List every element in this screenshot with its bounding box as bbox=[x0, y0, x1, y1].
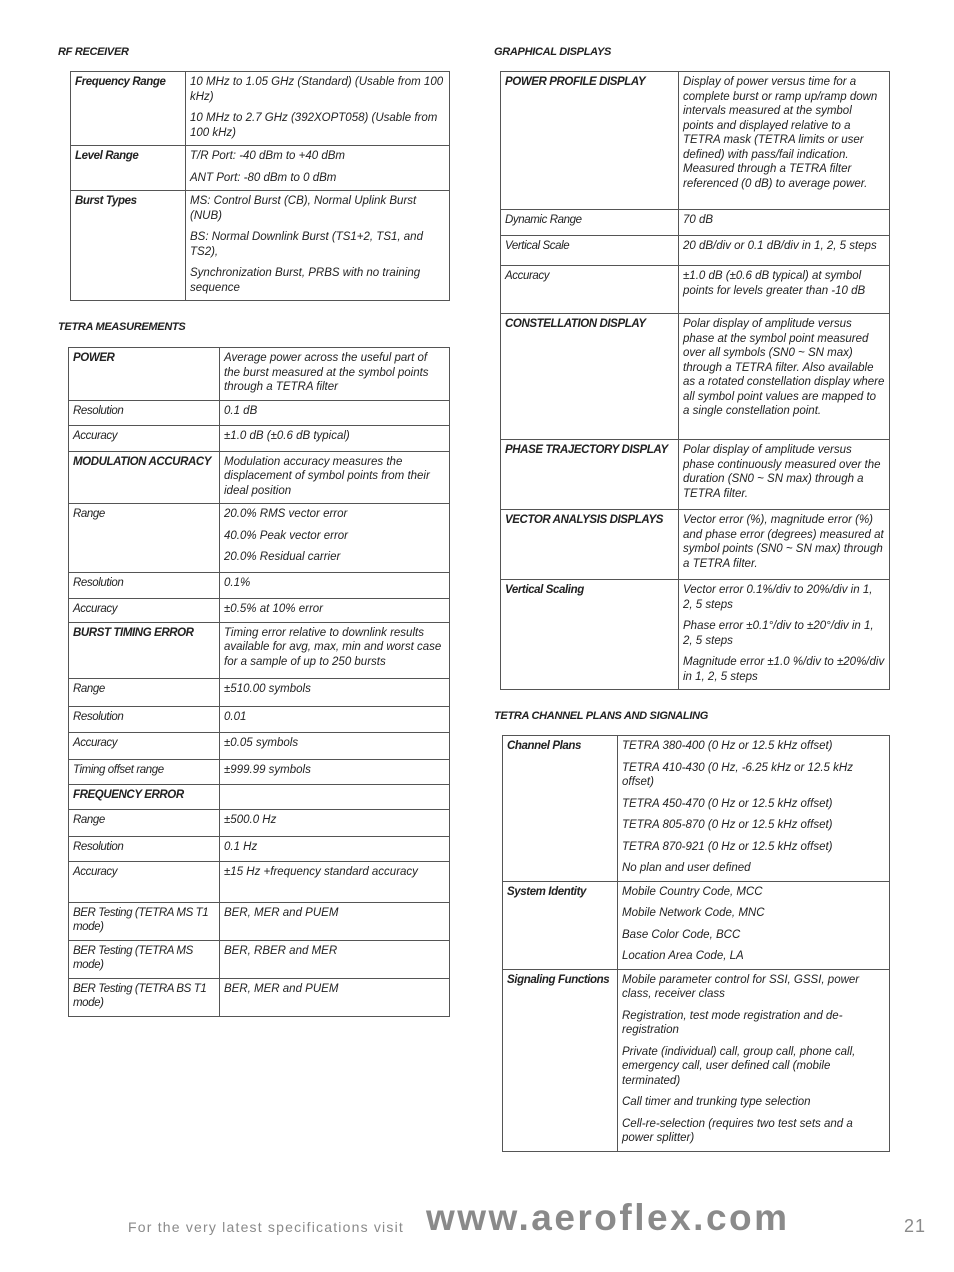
value-line: TETRA 450-470 (0 Hz or 12.5 kHz offset) bbox=[622, 797, 833, 810]
row-value: ±510.00 symbols bbox=[220, 678, 450, 706]
table-row bbox=[501, 72, 890, 210]
channel-plans-title: TETRA CHANNEL PLANS AND SIGNALING bbox=[494, 710, 708, 722]
row-value: Average power across the useful part of the burst measured at the symbol points through a TETRA filter bbox=[220, 348, 450, 401]
value-line: Magnitude error ±1.0 %/div to ±20%/div in 1, 2, 5 steps bbox=[683, 656, 885, 683]
footer-url-link[interactable]: www.aeroflex.com bbox=[426, 1197, 790, 1238]
tetra-measurements-title: TETRA MEASUREMENTS bbox=[58, 321, 186, 333]
value-line: Synchronization Burst, PRBS with no training sequence bbox=[190, 267, 421, 294]
row-label: PHASE TRAJECTORY DISPLAY bbox=[501, 440, 679, 510]
row-value: Timing error relative to downlink results available for avg, max, min and worst case for a sample of up to 250 bursts bbox=[220, 622, 450, 678]
row-value: ±0.5% at 10% error bbox=[220, 599, 450, 623]
row-value: 0.1 Hz bbox=[220, 836, 450, 861]
row-label: Accuracy bbox=[501, 266, 679, 314]
row-label: BER Testing (TETRA MS mode) bbox=[69, 940, 220, 978]
table-row bbox=[69, 978, 450, 1016]
value-line: 10 MHz to 2.7 GHz (392XOPT058) (Usable from 100 kHz) bbox=[190, 112, 438, 139]
row-label: Accuracy bbox=[69, 599, 220, 623]
row-label: CONSTELLATION DISPLAY bbox=[501, 314, 679, 440]
table-row bbox=[69, 902, 450, 940]
table-row bbox=[69, 759, 450, 784]
value-line: Base Color Code, BCC bbox=[622, 928, 741, 941]
rf-receiver-title: RF RECEIVER bbox=[58, 46, 129, 58]
value-line: Phase error ±0.1°/div to ±20°/div in 1, 2, 5 steps bbox=[683, 620, 874, 647]
graphical-displays-title: GRAPHICAL DISPLAYS bbox=[494, 46, 612, 58]
table-row bbox=[501, 580, 890, 690]
value-line: TETRA 870-921 (0 Hz or 12.5 kHz offset) bbox=[622, 840, 833, 853]
row-value: 0.1 dB bbox=[220, 400, 450, 425]
footer-text: For the very latest specifications visit bbox=[128, 1219, 404, 1235]
table-row bbox=[69, 348, 450, 401]
table-row bbox=[503, 969, 890, 1151]
row-label: Accuracy bbox=[69, 861, 220, 902]
tetra-measurements-table bbox=[68, 347, 450, 1017]
row-value: 0.01 bbox=[220, 706, 450, 732]
row-label: Resolution bbox=[69, 400, 220, 425]
channel-plans-table bbox=[502, 735, 890, 1152]
page-number: 21 bbox=[904, 1216, 927, 1236]
row-value: BER, MER and PUEM bbox=[220, 902, 450, 940]
row-label: Vertical Scaling bbox=[501, 580, 679, 690]
row-label: Range bbox=[69, 809, 220, 836]
table-row bbox=[501, 210, 890, 236]
value-line: Private (individual) call, group call, phone call, emergency call, user defined call (mobile terminated) bbox=[622, 1045, 856, 1087]
table-row bbox=[69, 732, 450, 759]
row-value bbox=[186, 146, 450, 191]
row-value: BER, MER and PUEM bbox=[220, 978, 450, 1016]
table-row bbox=[69, 400, 450, 425]
row-label: Vertical Scale bbox=[501, 236, 679, 266]
row-label: Accuracy bbox=[69, 425, 220, 451]
table-row bbox=[69, 451, 450, 504]
value-line: TETRA 805-870 (0 Hz or 12.5 kHz offset) bbox=[622, 819, 833, 831]
right-column bbox=[494, 44, 892, 1152]
value-line: Mobile Country Code, MCC bbox=[622, 885, 763, 898]
row-value bbox=[186, 191, 450, 301]
row-label: Signaling Functions bbox=[503, 969, 618, 1151]
value-line: MS: Control Burst (CB), Normal Uplink Burst (NUB) bbox=[190, 195, 417, 222]
row-label: Resolution bbox=[69, 836, 220, 861]
row-label: POWER bbox=[69, 348, 220, 401]
value-line: 40.0% Peak vector error bbox=[224, 529, 349, 542]
table-row bbox=[69, 940, 450, 978]
row-label: Range bbox=[69, 504, 220, 573]
row-value: ±15 Hz +frequency standard accuracy bbox=[220, 861, 450, 902]
table-row bbox=[501, 510, 890, 580]
row-value: Polar display of amplitude versus phase continuously measured over the duration (SN0 ~ SN max) through a TETRA filter. bbox=[679, 440, 890, 510]
value-line: 10 MHz to 1.05 GHz (Standard) (Usable from 100 kHz) bbox=[190, 76, 444, 103]
row-label: Timing offset range bbox=[69, 759, 220, 784]
row-value: ±0.05 symbols bbox=[220, 732, 450, 759]
table-row bbox=[69, 784, 450, 809]
row-label: Frequency Range bbox=[71, 72, 186, 146]
value-line: No plan and user defined bbox=[622, 862, 751, 874]
table-row bbox=[69, 861, 450, 902]
row-label: System Identity bbox=[503, 881, 618, 969]
row-label: POWER PROFILE DISPLAY bbox=[501, 72, 679, 210]
table-row bbox=[501, 266, 890, 314]
table-row bbox=[71, 191, 450, 301]
table-row bbox=[501, 314, 890, 440]
value-line: Mobile parameter control for SSI, GSSI, power class, receiver class bbox=[622, 973, 860, 1000]
value-line: Call timer and trunking type selection bbox=[622, 1096, 811, 1108]
row-label: Channel Plans bbox=[503, 736, 618, 882]
value-line: TETRA 410-430 (0 Hz, -6.25 kHz or 12.5 kHz offset) bbox=[622, 761, 853, 788]
row-value bbox=[618, 969, 890, 1151]
table-row bbox=[69, 706, 450, 732]
row-value: Display of power versus time for a complete burst or ramp up/ramp down intervals measured at the symbol points and displayed relative to a TETRA mask (TETRA limits or user defined) with pass/fail indication. Measured through a TETRA filter referenced (0 dB) to average power. bbox=[679, 72, 890, 210]
row-value bbox=[186, 72, 450, 146]
row-label: FREQUENCY ERROR bbox=[69, 784, 220, 809]
row-value bbox=[618, 881, 890, 969]
value-line: TETRA 380-400 (0 Hz or 12.5 kHz offset) bbox=[622, 740, 833, 752]
rf-receiver-table bbox=[70, 71, 450, 301]
row-label: Level Range bbox=[71, 146, 186, 191]
value-line: 20.0% RMS vector error bbox=[224, 508, 348, 520]
row-label: Range bbox=[69, 678, 220, 706]
row-value: 0.1% bbox=[220, 573, 450, 599]
row-value: Polar display of amplitude versus phase at the symbol point measured over all symbols (SN0 ~ SN max) through a TETRA filter. Also available as a rotated constellation display where all symbol point values are mapped to a single constellation point. bbox=[679, 314, 890, 440]
row-label: Accuracy bbox=[69, 732, 220, 759]
row-label: VECTOR ANALYSIS DISPLAYS bbox=[501, 510, 679, 580]
value-line: Cell-re-selection (requires two test sets and a power splitter) bbox=[622, 1117, 853, 1144]
row-value: Vector error (%), magnitude error (%) and phase error (degrees) measured at symbol points (SN0 ~ SN max) through a TETRA filter. bbox=[679, 510, 890, 580]
table-row bbox=[69, 573, 450, 599]
table-row bbox=[69, 622, 450, 678]
table-row bbox=[71, 146, 450, 191]
value-line: T/R Port: -40 dBm to +40 dBm bbox=[190, 150, 345, 162]
value-line: 20.0% Residual carrier bbox=[224, 551, 341, 563]
table-row bbox=[503, 881, 890, 969]
table-row bbox=[71, 72, 450, 146]
row-label: BURST TIMING ERROR bbox=[69, 622, 220, 678]
left-column bbox=[58, 44, 452, 1017]
row-label: BER Testing (TETRA MS T1 mode) bbox=[69, 902, 220, 940]
table-row bbox=[69, 836, 450, 861]
row-label: BER Testing (TETRA BS T1 mode) bbox=[69, 978, 220, 1016]
table-row bbox=[501, 236, 890, 266]
value-line: BS: Normal Downlink Burst (TS1+2, TS1, and TS2), bbox=[190, 231, 423, 258]
row-value: ±500.0 Hz bbox=[220, 809, 450, 836]
table-row bbox=[503, 736, 890, 882]
row-value: 70 dB bbox=[679, 210, 890, 236]
row-value bbox=[618, 736, 890, 882]
value-line: ANT Port: -80 dBm to 0 dBm bbox=[190, 171, 337, 184]
row-label: Burst Types bbox=[71, 191, 186, 301]
graphical-displays-table bbox=[500, 71, 890, 690]
value-line: Location Area Code, LA bbox=[622, 950, 744, 962]
row-label: Resolution bbox=[69, 706, 220, 732]
row-value: ±1.0 dB (±0.6 dB typical) at symbol points for levels greater than -10 dB bbox=[679, 266, 890, 314]
row-value: 20 dB/div or 0.1 dB/div in 1, 2, 5 steps bbox=[679, 236, 890, 266]
table-row bbox=[69, 678, 450, 706]
value-line: Registration, test mode registration and de-registration bbox=[622, 1009, 843, 1036]
table-row bbox=[69, 809, 450, 836]
table-row bbox=[69, 504, 450, 573]
row-value bbox=[220, 504, 450, 573]
row-value: ±1.0 dB (±0.6 dB typical) bbox=[220, 425, 450, 451]
table-row bbox=[69, 425, 450, 451]
page-footer bbox=[0, 1196, 954, 1246]
row-value bbox=[679, 580, 890, 690]
row-value: Modulation accuracy measures the displacement of symbol points from their ideal position bbox=[220, 451, 450, 504]
row-label: Dynamic Range bbox=[501, 210, 679, 236]
row-value: ±999.99 symbols bbox=[220, 759, 450, 784]
row-label: MODULATION ACCURACY bbox=[69, 451, 220, 504]
row-value: BER, RBER and MER bbox=[220, 940, 450, 978]
table-row bbox=[69, 599, 450, 623]
value-line: Mobile Network Code, MNC bbox=[622, 907, 765, 919]
value-line: Vector error 0.1%/div to 20%/div in 1, 2, 5 steps bbox=[683, 584, 873, 611]
row-value bbox=[220, 784, 450, 809]
table-row bbox=[501, 440, 890, 510]
row-label: Resolution bbox=[69, 573, 220, 599]
